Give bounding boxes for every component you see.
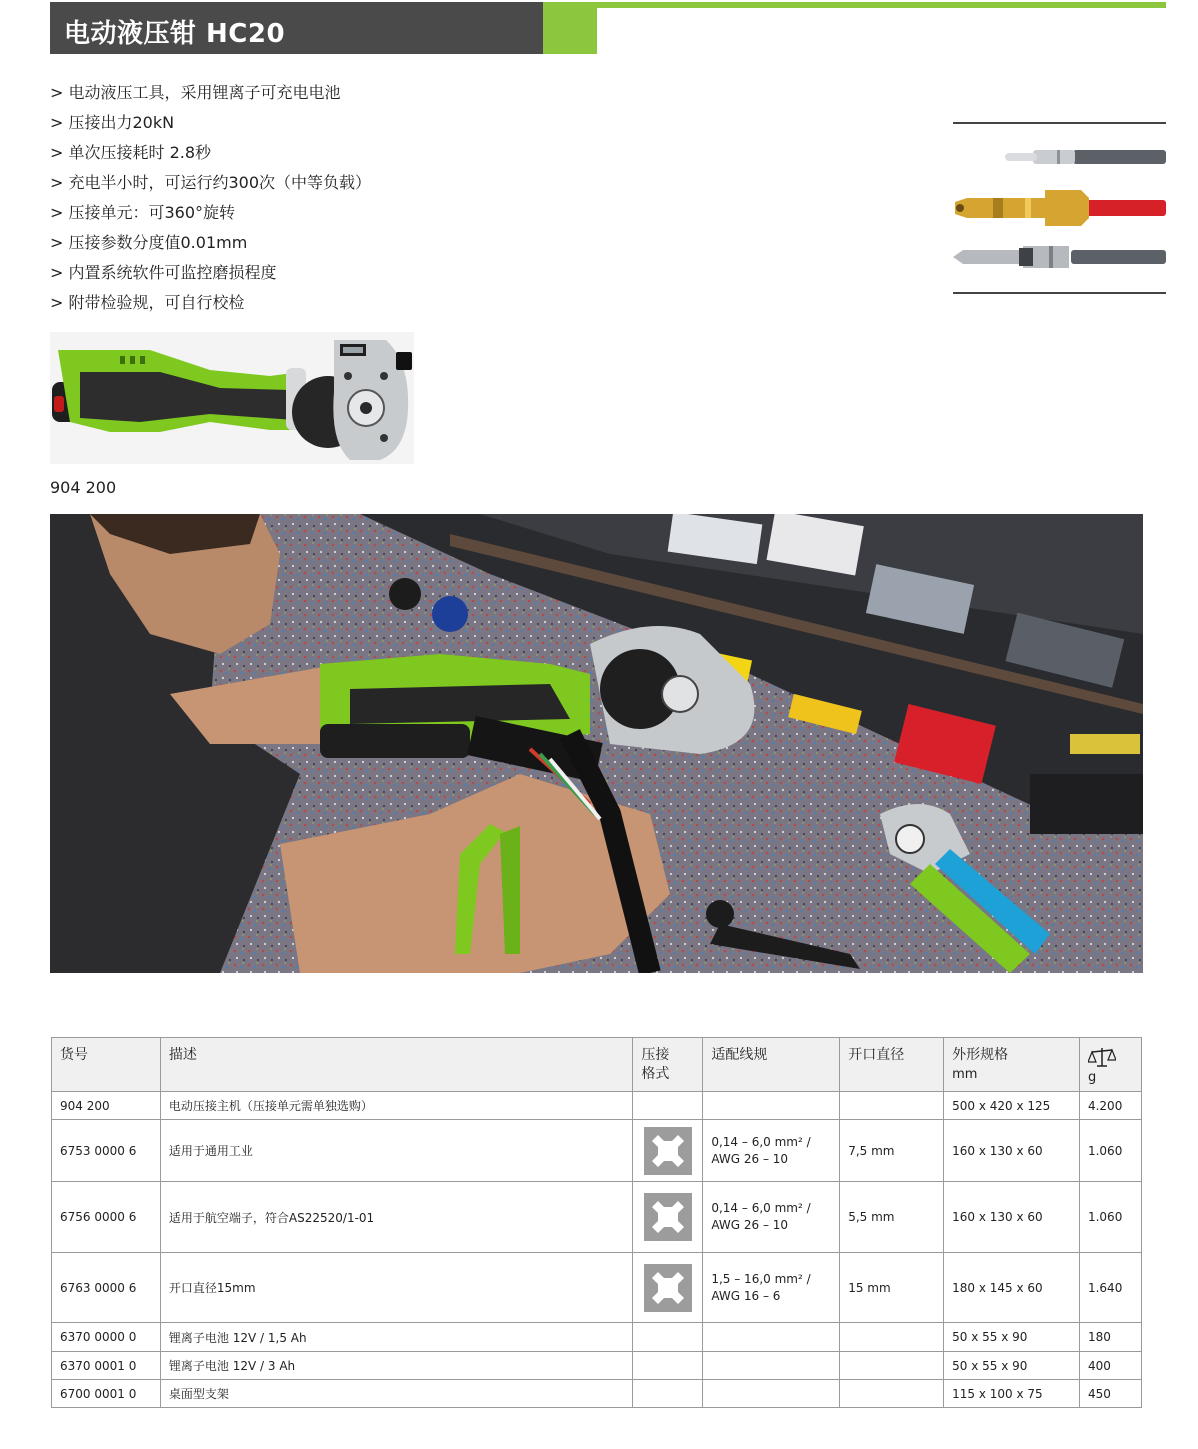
cell-dimensions: 180 x 145 x 60 <box>944 1253 1080 1323</box>
cell-weight: 1.640 <box>1079 1253 1141 1323</box>
cell-wire-range: 0,14 – 6,0 mm² / AWG 26 – 10 <box>703 1120 840 1182</box>
cell-opening: 7,5 mm <box>840 1120 944 1182</box>
steel-contact-pin <box>953 246 1166 268</box>
table-row <box>52 1120 1142 1182</box>
silver-contact-pin <box>1005 150 1166 164</box>
cell-part-no: 6753 0000 6 <box>52 1120 161 1182</box>
cell-wire-range <box>703 1092 840 1120</box>
table-row <box>52 1092 1142 1120</box>
col-header-description: 描述 <box>160 1038 632 1092</box>
feature-list <box>50 78 371 318</box>
cell-dimensions: 160 x 130 x 60 <box>944 1120 1080 1182</box>
cell-description: 桌面型支架 <box>160 1380 632 1408</box>
title-banner <box>50 2 543 54</box>
hc20-tool-photo <box>50 332 414 464</box>
cell-crimp-type <box>633 1182 703 1253</box>
gold-contact-socket <box>955 190 1166 226</box>
cell-dimensions: 50 x 55 x 90 <box>944 1352 1080 1380</box>
cell-part-no: 6370 0000 0 <box>52 1323 161 1352</box>
square-crimp-profile-icon <box>644 1193 692 1241</box>
cell-description: 适用于通用工业 <box>160 1120 632 1182</box>
cell-dimensions: 160 x 130 x 60 <box>944 1182 1080 1253</box>
cell-description: 锂离子电池 12V / 3 Ah <box>160 1352 632 1380</box>
cell-crimp-type <box>633 1120 703 1182</box>
weight-unit: g <box>1087 1070 1097 1085</box>
table-row <box>52 1380 1142 1408</box>
cell-opening <box>840 1323 944 1352</box>
cell-weight: 450 <box>1079 1380 1141 1408</box>
cell-wire-range <box>703 1352 840 1380</box>
connector-illustration <box>953 122 1166 296</box>
scale-icon <box>1088 1046 1116 1068</box>
cell-part-no: 6756 0000 6 <box>52 1182 161 1253</box>
page-title: 电动液压钳 HC20 <box>64 19 286 49</box>
cell-part-no: 904 200 <box>52 1092 161 1120</box>
feature-item: > 充电半小时，可运行约300次（中等负载） <box>50 173 372 192</box>
title-accent-block <box>543 2 597 54</box>
cell-opening: 5,5 mm <box>840 1182 944 1253</box>
cell-wire-range <box>703 1380 840 1408</box>
feature-item: > 压接参数分度值0.01mm <box>50 233 248 252</box>
divider <box>953 292 1166 294</box>
cell-opening <box>840 1092 944 1120</box>
workshop-photo <box>50 514 1143 973</box>
spec-table <box>51 1037 1142 1408</box>
cell-crimp-type <box>633 1092 703 1120</box>
table-header-row <box>52 1038 1142 1092</box>
cell-crimp-type <box>633 1380 703 1408</box>
feature-item: > 内置系统软件可监控磨损程度 <box>50 263 277 282</box>
col-header-wire-range: 适配线规 <box>703 1038 840 1092</box>
cell-wire-range: 0,14 – 6,0 mm² / AWG 26 – 10 <box>703 1182 840 1253</box>
feature-item: > 电动液压工具，采用锂离子可充电电池 <box>50 83 341 102</box>
cell-crimp-type <box>633 1323 703 1352</box>
product-number-caption: 904 200 <box>50 478 117 497</box>
dimensions-unit: mm <box>952 1067 978 1082</box>
col-header-weight <box>1079 1038 1141 1092</box>
cell-weight: 4.200 <box>1079 1092 1141 1120</box>
cell-weight: 180 <box>1079 1323 1141 1352</box>
cell-opening <box>840 1352 944 1380</box>
col-header-opening: 开口直径 <box>840 1038 944 1092</box>
cell-crimp-type <box>633 1253 703 1323</box>
cell-part-no: 6763 0000 6 <box>52 1253 161 1323</box>
cell-weight: 1.060 <box>1079 1120 1141 1182</box>
cell-part-no: 6700 0001 0 <box>52 1380 161 1408</box>
cell-wire-range <box>703 1323 840 1352</box>
cell-dimensions: 500 x 420 x 125 <box>944 1092 1080 1120</box>
feature-item: > 附带检验规，可自行校检 <box>50 293 245 312</box>
col-header-crimp-type: 压接 格式 <box>633 1038 703 1092</box>
col-header-dimensions <box>944 1038 1080 1092</box>
square-crimp-profile-icon <box>644 1264 692 1312</box>
col-header-part-no: 货号 <box>52 1038 161 1092</box>
feature-item: > 单次压接耗时 2.8秒 <box>50 143 212 162</box>
feature-item: > 压接出力20kN <box>50 113 175 132</box>
cell-part-no: 6370 0001 0 <box>52 1352 161 1380</box>
title-accent-line <box>597 2 1166 8</box>
table-row <box>52 1182 1142 1253</box>
cell-dimensions: 115 x 100 x 75 <box>944 1380 1080 1408</box>
cell-crimp-type <box>633 1352 703 1380</box>
cell-opening <box>840 1380 944 1408</box>
feature-item: > 压接单元：可360°旋转 <box>50 203 236 222</box>
cell-weight: 1.060 <box>1079 1182 1141 1253</box>
square-crimp-profile-icon <box>644 1127 692 1175</box>
cell-description: 开口直径15mm <box>160 1253 632 1323</box>
cell-dimensions: 50 x 55 x 90 <box>944 1323 1080 1352</box>
cell-weight: 400 <box>1079 1352 1141 1380</box>
table-row <box>52 1323 1142 1352</box>
dimensions-label: 外形规格 <box>952 1047 1009 1063</box>
cell-opening: 15 mm <box>840 1253 944 1323</box>
cell-description: 锂离子电池 12V / 1,5 Ah <box>160 1323 632 1352</box>
cell-description: 适用于航空端子，符合AS22520/1-01 <box>160 1182 632 1253</box>
table-row <box>52 1253 1142 1323</box>
cell-wire-range: 1,5 – 16,0 mm² / AWG 16 – 6 <box>703 1253 840 1323</box>
table-row <box>52 1352 1142 1380</box>
cell-description: 电动压接主机（压接单元需单独选购） <box>160 1092 632 1120</box>
